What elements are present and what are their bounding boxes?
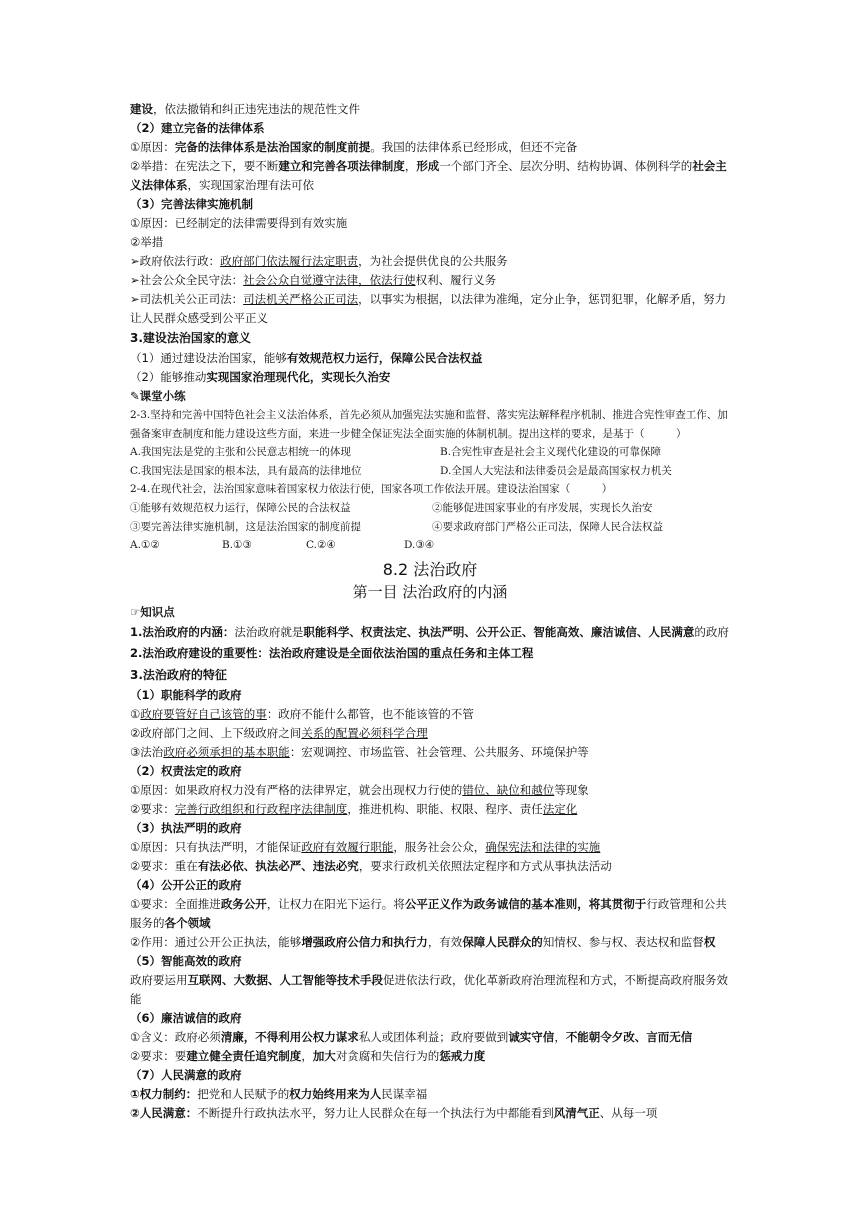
exercise-statements	[130, 518, 730, 537]
text-line: ①原因：已经制定的法律需要得到有效实施	[130, 216, 348, 230]
statement-1: ①能够有效规范权力运行，保障公民的合法权益	[130, 501, 351, 514]
text-line: （1）通过建设法治国家，能够有效规范权力运行，保障公民合法权益	[130, 351, 483, 365]
section-heading: 3.法治政府的特征	[130, 667, 227, 682]
option-a: A.①②	[130, 539, 160, 552]
feature-heading: （1）职能科学的政府	[130, 687, 242, 702]
option-b: B.①③	[222, 539, 252, 552]
feature-heading: （5）智能高效的政府	[130, 953, 242, 968]
text-line: ➢司法机关公正司法：司法机关严格公正司法，以事实为根据，以法律为准绳，定分止争，惩罚犯罪，化解矛盾，努力让人民群众感受到公平正义	[130, 292, 727, 325]
text-line: ①原因：如果政府权力没有严格的法律界定，就会出现权力行使的错位、缺位和越位等现象	[130, 782, 589, 797]
text-line: 政府要运用互联网、大数据、人工智能等技术手段促进依法行政，优化革新政府治理流程和方式，不断提高政府服务效能	[130, 972, 728, 1006]
practice-heading: ✎课堂小练	[130, 389, 186, 403]
exercise-question: 2-3.坚持和完善中国特色社会主义法治体系，首先必须从加强宪法实施和监督、落实宪法解释程序机制、推进合宪性审查工作、加强备案审查制度和能力建设这些方面，来进一步健全保证宪法全面实施的体制机制。提出这样的要求，是基于（ ）	[130, 409, 728, 440]
exercise-options	[130, 462, 730, 481]
option-c: C.②④	[306, 539, 336, 552]
text-line: ②要求：要建立健全责任追究制度，加大对贪腐和失信行为的惩戒力度	[130, 1048, 486, 1063]
text-line: ➢社会公众全民守法：社会公众自觉遵守法律，依法行使权利、履行义务	[130, 273, 497, 287]
text-line: ①原因：完备的法律体系是法治国家的制度前提。我国的法律体系已经形成，但还不完备	[130, 140, 578, 154]
feature-heading: （7）人民满意的政府	[130, 1067, 242, 1082]
chapter-title: 8.2 法治政府	[382, 559, 478, 579]
feature-heading: （6）廉洁诚信的政府	[130, 1010, 242, 1025]
text-line: （2）能够推动实现国家治理现代化，实现长久治安	[130, 370, 391, 384]
text-line: ①政府要管好自己该管的事：政府不能什么都管，也不能该管的不管	[130, 706, 474, 721]
text-line: ①原因：只有执法严明，才能保证政府有效履行职能，服务社会公众，确保宪法和法律的实施	[130, 839, 601, 854]
option-d: D.全国人大宪法和法律委员会是最高国家权力机关	[440, 464, 672, 477]
text-line: ②作用：通过公开公正执法，能够增强政府公信力和执行力，有效保障人民群众的知情权、参与权、表达权和监督权	[130, 934, 716, 949]
text-line: ③法治政府必须承担的基本职能：宏观调控、市场监管、社会管理、公共服务、环境保护等	[130, 744, 589, 759]
section-title: 第一目 法治政府的内涵	[352, 582, 508, 601]
text-line: ①权力制约：把党和人民赋予的权力始终用来为人民谋幸福	[130, 1086, 428, 1101]
exercise-statements	[130, 499, 730, 518]
text-line: 2.法治政府建设的重要性：法治政府建设是全面依法治国的重点任务和主体工程	[130, 645, 534, 660]
text-line: ➢政府依法行政：政府部门依法履行法定职责，为社会提供优良的公共服务	[130, 254, 508, 268]
document-page	[130, 100, 730, 1123]
section-heading: （3）完善法律实施机制	[130, 197, 254, 211]
option-c: C.我国宪法是国家的根本法，具有最高的法律地位	[130, 464, 362, 477]
text-line: ②举措：在宪法之下，要不断建立和完善各项法律制度，形成一个部门齐全、层次分明、结构协调、体例科学的社会主义法律体系，实现国家治理有法可依	[130, 159, 727, 192]
option-b: B.合宪性审查是社会主义现代化建设的可靠保障	[440, 446, 662, 459]
statement-4: ④要求政府部门严格公正司法，保障人民合法权益	[432, 520, 663, 533]
exercise-options	[130, 536, 730, 555]
statement-2: ②能够促进国家事业的有序发展，实现长久治安	[432, 501, 653, 514]
text-line: 建设，依法撤销和纠正违宪违法的规范性文件	[130, 102, 360, 116]
text-line: ②要求：完善行政组织和行政程序法律制度，推进机构、职能、权限、程序、责任法定化	[130, 801, 578, 816]
text-line: ①要求：全面推进政务公开，让权力在阳光下运行。将公平正义作为政务诚信的基本准则，将其贯彻于行政管理和公共服务的各个领域	[130, 896, 727, 930]
option-d: D.③④	[404, 539, 435, 552]
exercise-options	[130, 443, 730, 462]
option-a: A.我国宪法是党的主张和公民意志相统一的体现	[130, 446, 351, 459]
text-line: ②人民满意：不断提升行政执法水平，努力让人民群众在每一个执法行为中都能看到风清气正、从每一项	[130, 1105, 658, 1120]
text-line: ①含义：政府必须清廉，不得利用公权力谋求私人或团体利益；政府要做到诚实守信，不能朝令夕改、言而无信	[130, 1029, 693, 1044]
text-line: ②举措	[130, 235, 164, 249]
statement-3: ③要完善法律实施机制，这是法治国家的制度前提	[130, 520, 361, 533]
text-line: 1.法治政府的内涵：法治政府就是职能科学、权责法定、执法严明、公开公正、智能高效、廉洁诚信、人民满意的政府	[130, 624, 729, 639]
section-heading: 3.建设法治国家的意义	[130, 331, 251, 345]
exercise-question: 2-4.在现代社会，法治国家意味着国家权力依法行使，国家各项工作依法开展。建设法治国家（ ）	[130, 483, 613, 496]
section-heading: （2）建立完备的法律体系	[130, 121, 265, 135]
feature-heading: （2）权责法定的政府	[130, 763, 242, 778]
feature-heading: （4）公开公正的政府	[130, 877, 242, 892]
text-line: ②政府部门之间、上下级政府之间关系的配置必须科学合理	[130, 725, 428, 740]
knowledge-heading: ☞知识点	[130, 604, 175, 619]
feature-heading: （3）执法严明的政府	[130, 820, 242, 835]
text-line: ②要求：重在有法必依、执法必严、违法必究，要求行政机关依照法定程序和方式从事执法活动	[130, 858, 612, 873]
